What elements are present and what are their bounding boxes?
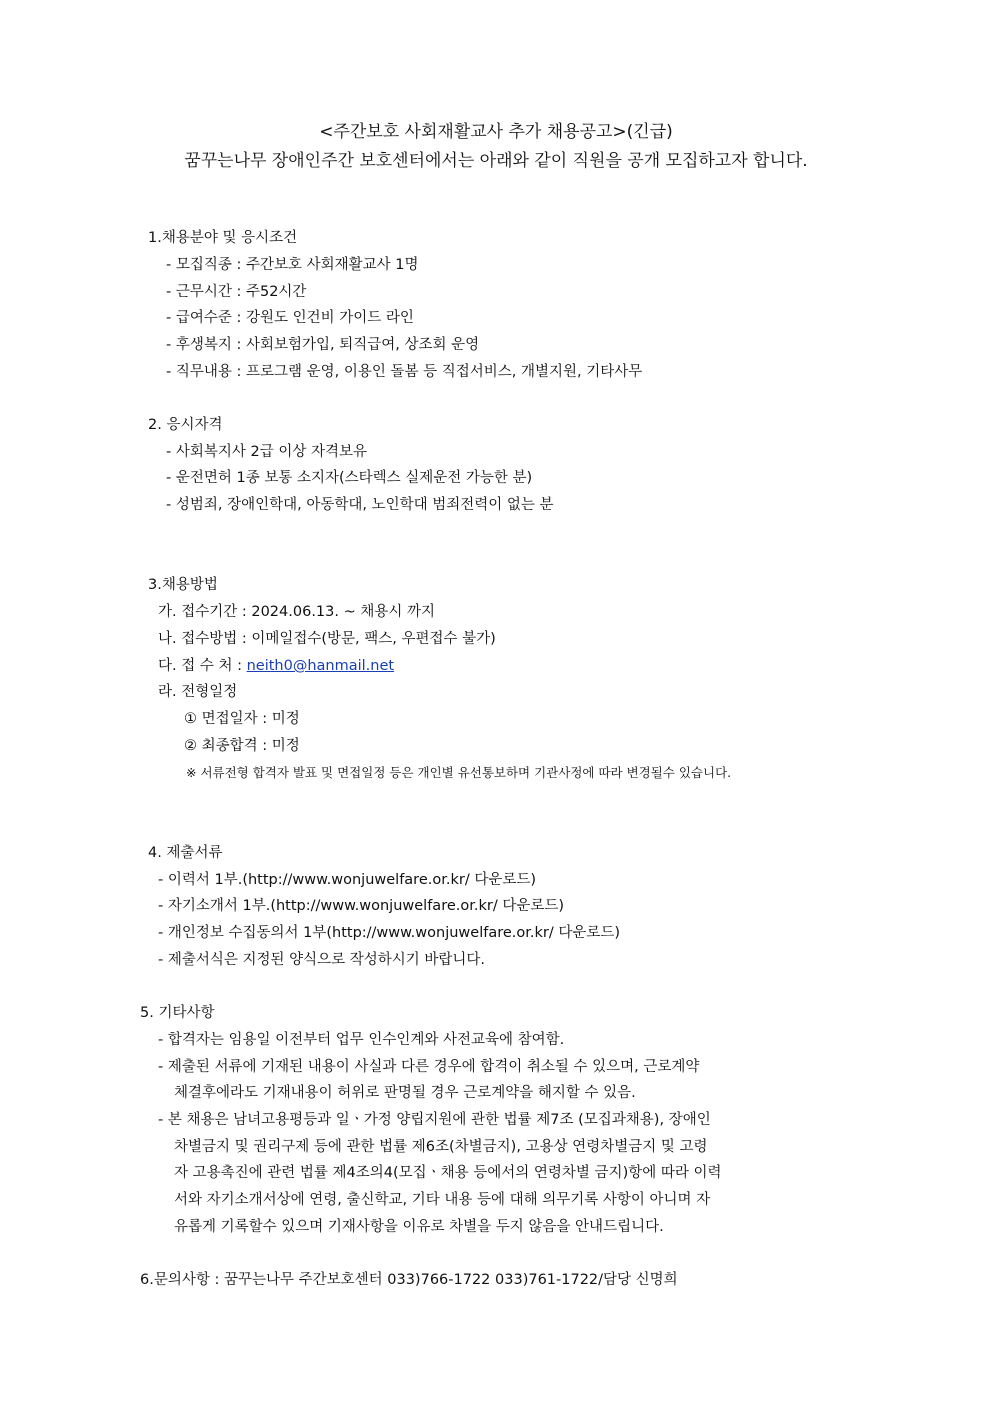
list-item: - 사회복지사 2급 이상 자격보유 bbox=[166, 444, 367, 460]
list-item: - 자기소개서 1부.(http://www.wonjuwelfare.or.kr/ 다운로드) bbox=[158, 898, 565, 914]
section-heading: 1.채용분야 및 응시조건 bbox=[148, 230, 298, 246]
list-item: - 제출서식은 지정된 양식으로 작성하시기 바랍니다. bbox=[158, 952, 486, 968]
email-link[interactable]: neith0@hanmail.net bbox=[246, 658, 395, 674]
list-item-continuation: 차별금지 및 권리구제 등에 관한 법률 제6조(차별금지), 고용상 연령차별금지 및 고령 bbox=[174, 1139, 708, 1155]
list-item: - 모집직종 : 주간보호 사회재활교사 1명 bbox=[166, 257, 419, 273]
list-item: - 제출된 서류에 기재된 내용이 사실과 다른 경우에 합격이 취소될 수 있으며, 근로계약 bbox=[158, 1059, 700, 1075]
list-item-continuation: 유롭게 기록할수 있으며 기재사항을 이유로 차별을 두지 않음을 안내드립니다. bbox=[174, 1219, 664, 1235]
notice-note: ※ 서류전형 합격자 발표 및 면접일정 등은 개인별 유선통보하며 기관사정에 따라 변경될수 있습니다. bbox=[186, 765, 732, 780]
application-period: 가. 접수기간 : 2024.06.13. ~ 채용시 까지 bbox=[158, 604, 435, 620]
list-item: ② 최종합격 : 미정 bbox=[184, 738, 300, 754]
list-item: - 급여수준 : 강원도 인건비 가이드 라인 bbox=[166, 310, 414, 326]
list-item-continuation: 서와 자기소개서상에 연령, 출신학교, 기타 내용 등에 대해 의무기록 사항이 아니며 자 bbox=[174, 1192, 711, 1208]
section-heading: 4. 제출서류 bbox=[148, 845, 223, 861]
title-line-1: <주간보호 사회재활교사 추가 채용공고>(긴급) bbox=[319, 122, 673, 142]
application-address bbox=[158, 656, 394, 676]
section-heading: 3.채용방법 bbox=[148, 577, 218, 593]
list-item-continuation: 자 고용촉진에 관련 법률 제4조의4(모집ㆍ채용 등에서의 연령차별 금지)항에 따라 이력 bbox=[174, 1165, 722, 1181]
list-item: - 합격자는 임용일 이전부터 업무 인수인계와 사전교육에 참여함. bbox=[158, 1032, 565, 1048]
list-item: - 후생복지 : 사회보험가입, 퇴직급여, 상조회 운영 bbox=[166, 337, 480, 353]
list-item: - 근무시간 : 주52시간 bbox=[166, 284, 307, 300]
application-method: 나. 접수방법 : 이메일접수(방문, 팩스, 우편접수 불가) bbox=[158, 631, 496, 647]
address-label: 다. 접 수 처 : bbox=[158, 658, 247, 674]
list-item: - 개인정보 수집동의서 1부(http://www.wonjuwelfare.or.kr/ 다운로드) bbox=[158, 925, 621, 941]
list-item: ① 면접일자 : 미정 bbox=[184, 711, 300, 727]
list-item: - 직무내용 : 프로그램 운영, 이용인 돌봄 등 직접서비스, 개별지원, 기타사무 bbox=[166, 364, 643, 380]
schedule-heading: 라. 전형일정 bbox=[158, 684, 238, 700]
list-item-continuation: 체결후에라도 기재내용이 허위로 판명될 경우 근로계약을 해지할 수 있음. bbox=[174, 1085, 636, 1101]
contact-info: 6.문의사항 : 꿈꾸는나무 주간보호센터 033)766-1722 033)761-1722/담당 신명희 bbox=[140, 1272, 678, 1288]
list-item: - 이력서 1부.(http://www.wonjuwelfare.or.kr/ 다운로드) bbox=[158, 872, 537, 888]
list-item: - 운전면허 1종 보통 소지자(스타렉스 실제운전 가능한 분) bbox=[166, 470, 533, 486]
title-line-2: 꿈꾸는나무 장애인주간 보호센터에서는 아래와 같이 직원을 공개 모집하고자 합니다. bbox=[184, 151, 808, 171]
section-heading: 5. 기타사항 bbox=[140, 1005, 215, 1021]
list-item: - 본 채용은 남녀고용평등과 일ㆍ가정 양립지원에 관한 법률 제7조 (모집과채용), 장애인 bbox=[158, 1112, 711, 1128]
list-item: - 성범죄, 장애인학대, 아동학대, 노인학대 범죄전력이 없는 분 bbox=[166, 497, 554, 513]
section-heading: 2. 응시자격 bbox=[148, 417, 223, 433]
